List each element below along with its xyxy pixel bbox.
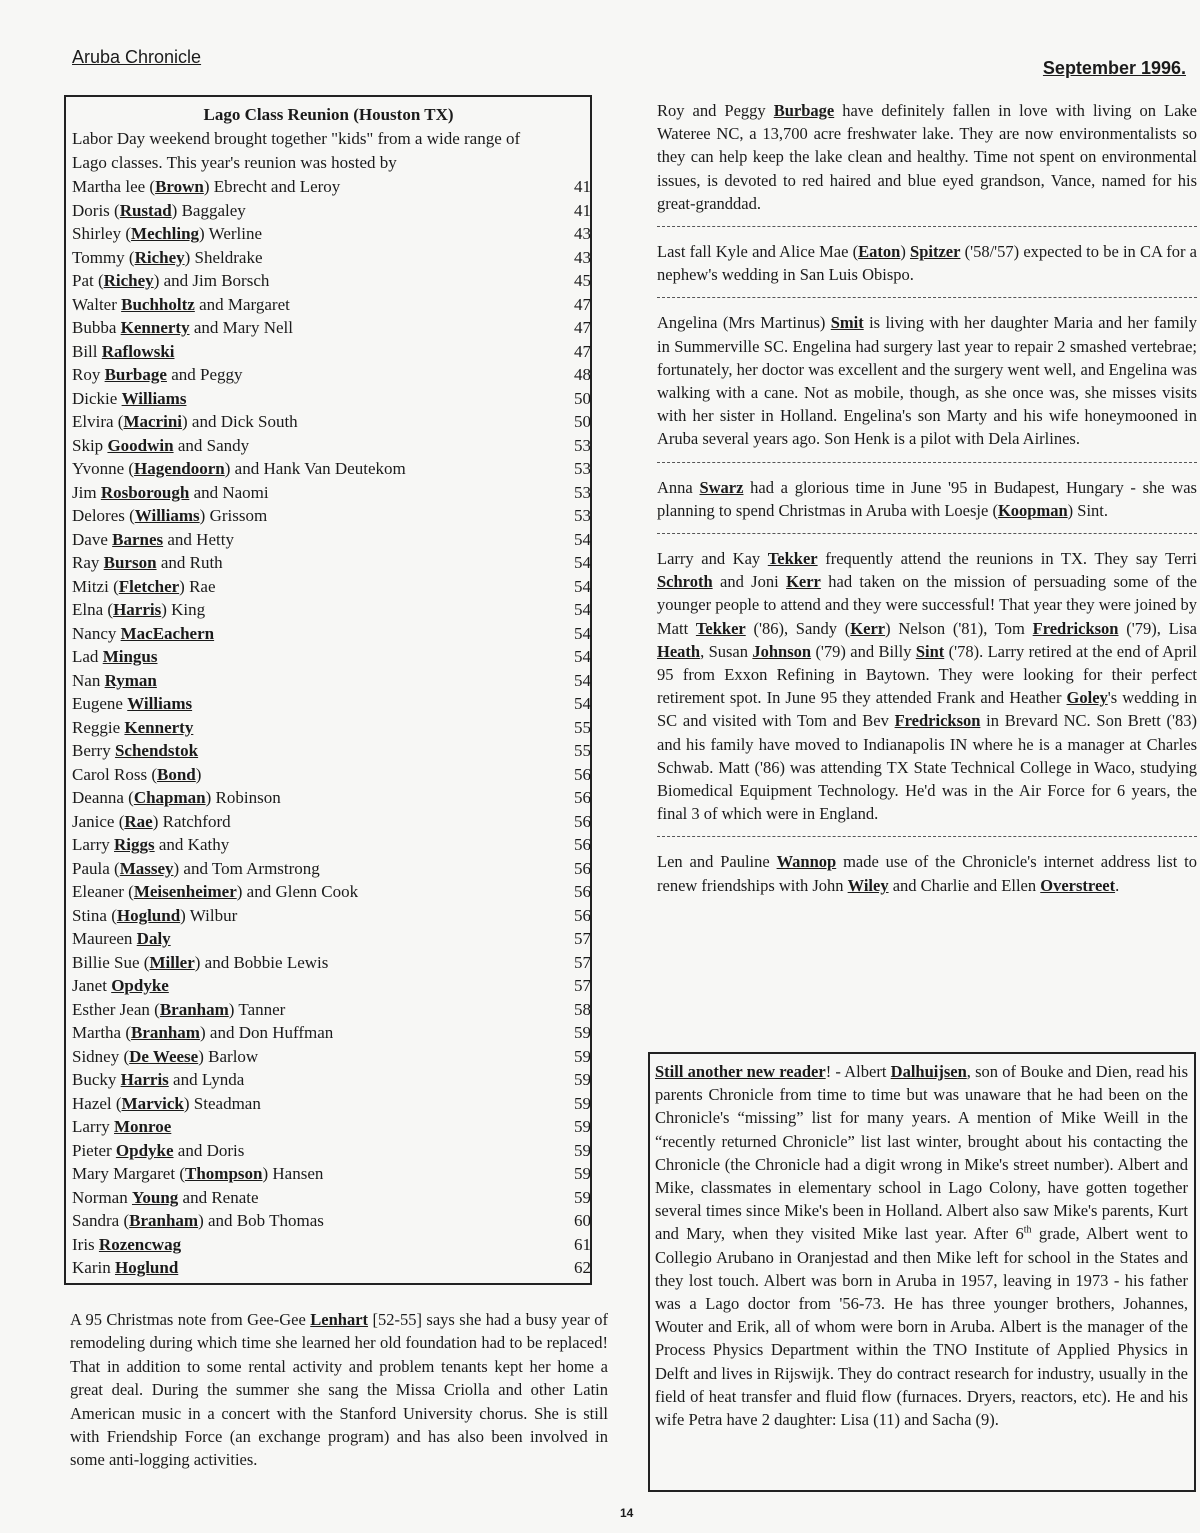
reunion-row [72, 269, 591, 293]
class-year: 50 [574, 412, 591, 431]
class-year: 60 [574, 1211, 591, 1230]
lenhart-story: A 95 Christmas note from Gee-Gee Lenhart [52-55] says she had a busy year of remodeling during which time she learned her old foundation had to be replaced! That in addition to some rental activity and problem tenants kept her home a great deal. During the summer she sang the Missa Criolla and other Latin American music in a concert with the Stanford University chorus. She is still with Friendship Force (an exchange program) and has also been involved in some anti-logging activities. [70, 1310, 608, 1470]
reunion-box [64, 95, 592, 1285]
attendee-name: Bucky Harris and Lynda [72, 1070, 245, 1089]
class-year: 55 [574, 717, 591, 737]
reunion-row [72, 504, 591, 528]
reunion-row [72, 951, 591, 975]
class-year: 41 [574, 177, 591, 196]
class-year: 59 [574, 1164, 591, 1183]
class-year: 50 [574, 388, 591, 408]
reunion-row [72, 1068, 591, 1092]
attendee-name: Larry Riggs and Kathy [72, 835, 230, 854]
class-year: 54 [574, 600, 591, 619]
reunion-row [72, 1233, 591, 1257]
reunion-row [72, 1186, 591, 1210]
divider [657, 836, 1197, 838]
class-year: 59 [574, 1023, 591, 1042]
wannop-story: Len and Pauline Wannop made use of the Chronicle's internet address list to renew friendships with John Wiley and Charlie and Ellen Overstreet. [657, 852, 1197, 895]
reunion-row [72, 974, 591, 998]
reunion-row [72, 551, 591, 575]
tekker-story: Larry and Kay Tekker frequently attend the reunions in TX. They say Terri Schroth and Joni Kerr had taken on the mission of persuading some of the younger people to attend and they were successful! That year they were joined by Matt Tekker ('86), Sandy (Kerr) Nelson ('81), Tom Fredrickson ('79), Lisa Heath, Susan Johnson ('79) and Billy Sint ('78). Larry retired at the end of April 95 from Exxon Refining in Baytown. They were looking for their perfect retirement spot. In June 95 they attended Frank and Heather Goley's wedding in SC and visited with Tom and Bev Fredrickson in Brevard NC. Son Brett ('83) and his family have moved to Indianapolis IN where he is a manager at Charles Schwab. Matt ('86) was attending TX State Technical College in Waco, studying Biomedical Equipment Technology. He'd was in the Air Force for 6 years, the final 3 of which were in England. [657, 549, 1198, 824]
attendee-name: Pieter Opdyke and Doris [72, 1140, 245, 1160]
class-year: 48 [574, 365, 591, 384]
class-year: 47 [574, 294, 591, 314]
reunion-row [72, 786, 591, 810]
reunion-intro-line-1: Labor Day weekend brought together "kids" from a wide range of [72, 129, 521, 148]
reunion-row [72, 199, 591, 223]
class-year: 54 [574, 623, 591, 643]
reunion-row [72, 175, 591, 199]
attendee-name: Berry Schendstok [72, 741, 199, 760]
class-year: 59 [574, 1093, 591, 1113]
attendee-name: Elna (Harris) King [72, 600, 206, 619]
attendee-name: Iris Rozencwag [72, 1234, 182, 1254]
attendee-name: Ray Burson and Ruth [72, 553, 223, 572]
reunion-row [72, 833, 591, 857]
class-year: 54 [574, 694, 591, 713]
class-year: 56 [574, 835, 591, 854]
attendee-name: Lad Mingus [72, 647, 158, 666]
class-year: 62 [574, 1258, 591, 1277]
class-year: 55 [574, 741, 591, 760]
attendee-name: Karin Hoglund [72, 1258, 179, 1277]
reunion-intro-line-2: Lago classes. This year's reunion was hosted by [72, 153, 397, 172]
reunion-row [72, 998, 591, 1022]
class-year: 43 [574, 224, 591, 243]
reunion-row [72, 434, 591, 458]
class-year: 54 [574, 529, 591, 549]
class-year: 59 [574, 1046, 591, 1066]
attendee-name: Elvira (Macrini) and Dick South [72, 412, 298, 431]
attendee-name: Doris (Rustad) Baggaley [72, 200, 246, 220]
reunion-row [72, 1162, 591, 1186]
attendee-name: Deanna (Chapman) Robinson [72, 788, 281, 807]
class-year: 56 [574, 882, 591, 901]
attendee-name: Janet Opdyke [72, 976, 169, 995]
reunion-row [72, 927, 591, 951]
reunion-row [72, 363, 591, 387]
class-year: 47 [574, 318, 591, 337]
reunion-row [72, 457, 591, 481]
attendee-name: Eugene Williams [72, 694, 193, 713]
reunion-row [72, 481, 591, 505]
attendee-name: Martha lee (Brown) Ebrecht and Leroy [72, 177, 341, 196]
attendee-name: Bubba Kennerty and Mary Nell [72, 318, 293, 337]
attendee-name: Mitzi (Fletcher) Rae [72, 576, 216, 596]
class-year: 53 [574, 482, 591, 502]
reunion-row [72, 293, 591, 317]
class-year: 47 [574, 341, 591, 361]
attendee-name: Janice (Rae) Ratchford [72, 811, 231, 831]
attendee-name: Yvonne (Hagendoorn) and Hank Van Deutekom [72, 459, 406, 478]
reunion-row [72, 222, 591, 246]
swarz-story: Anna Swarz had a glorious time in June '95 in Budapest, Hungary - she was planning to spend Christmas in Aruba with Loesje (Koopman) Sint. [657, 477, 1197, 520]
burbage-story: Roy and Peggy Burbage have definitely fallen in love with living on Lake Wateree NC, a 13,700 acre freshwater lake. They are now environmentalists so they can help keep the lake clean and healthy. Time not spent on environmental issues, is devoted to red haired and blue eyed grandson, Vance, named for his great-granddad. [657, 101, 1197, 213]
reunion-row [72, 622, 591, 646]
reunion-row [72, 716, 591, 740]
issue-date: September 1996. [1042, 58, 1186, 78]
attendee-name: Tommy (Richey) Sheldrake [72, 247, 263, 267]
attendee-name: Walter Buchholtz and Margaret [72, 294, 290, 314]
publication-title: Aruba Chronicle [72, 47, 202, 67]
class-year: 56 [574, 788, 591, 807]
divider [657, 226, 1197, 228]
class-year: 54 [574, 647, 591, 666]
page-number: 14 [620, 1506, 634, 1520]
reunion-row [72, 669, 591, 693]
class-year: 45 [574, 271, 591, 290]
attendee-name: Eleaner (Meisenheimer) and Glenn Cook [72, 882, 359, 901]
attendee-name: Paula (Massey) and Tom Armstrong [72, 858, 320, 878]
reunion-row [72, 857, 591, 881]
attendee-name: Pat (Richey) and Jim Borsch [72, 271, 270, 290]
reunion-row [72, 739, 591, 763]
class-year: 56 [574, 905, 591, 925]
reunion-row [72, 1139, 591, 1163]
reunion-row [72, 340, 591, 364]
class-year: 59 [574, 1140, 591, 1160]
attendee-name: Reggie Kennerty [72, 717, 194, 737]
reunion-row [72, 1115, 591, 1139]
attendee-name: Sandra (Branham) and Bob Thomas [72, 1211, 324, 1230]
new-reader-box: Still another new reader! - Albert Dalhuijsen, son of Bouke and Dien, read his parents Chronicle from time to time but was unaware that he had been on the Chronicle's “missing” list for many years. A mention of Mike Weill in the “recently returned Chronicle” list last winter, brought about his contacting the Chronicle (the Chronicle had a digit wrong in Mike's street number). Albert and Mike, classmates in elementary school in Lago Colony, have gotten together several times since Mike's been in Holland. Albert also saw Mike's parents, Kurt and Mary, when they visited Mike last year. After 6th grade, Albert went to Collegio Arubano in Oranjestad and then Mike left for school in the States and they lost touch. Albert was born in Aruba in 1957, leaving in 1973 - his father was a Lago doctor from '56-73. He has three younger brothers, Johannes, Wouter and Erik, all of whom were born in Aruba. Albert is the manager of the Process Physics Department within the TNO Institute of Applied Physics in Delft and lives in Rijswijk. They do contract research for industry, usually in the field of heat transfer and fluid flow (furnaces. Dryers, reactors, etc). He and his wife Petra have 2 daughter: Lisa (11) and Sacha (9). [648, 1052, 1196, 1492]
attendee-name: Carol Ross (Bond) [72, 764, 202, 784]
attendee-name: Nan Ryman [72, 670, 157, 690]
attendee-name: Jim Rosborough and Naomi [72, 482, 269, 502]
attendee-name: Skip Goodwin and Sandy [72, 435, 250, 455]
class-year: 59 [574, 1187, 591, 1207]
reunion-row [72, 1209, 591, 1233]
divider [657, 533, 1197, 535]
divider [657, 297, 1197, 299]
class-year: 56 [574, 858, 591, 878]
attendee-name: Maureen Daly [72, 929, 171, 948]
reunion-row [72, 692, 591, 716]
attendee-name: Stina (Hoglund) Wilbur [72, 905, 238, 925]
reunion-row [72, 598, 591, 622]
attendee-name: Esther Jean (Branham) Tanner [72, 999, 286, 1019]
class-year: 56 [574, 764, 591, 784]
class-year: 54 [574, 576, 591, 596]
reunion-row [72, 575, 591, 599]
reunion-row [72, 810, 591, 834]
attendee-name: Sidney (De Weese) Barlow [72, 1046, 259, 1066]
class-year: 53 [574, 435, 591, 455]
attendee-name: Dickie Williams [72, 388, 187, 408]
reunion-row [72, 410, 591, 434]
attendee-name: Roy Burbage and Peggy [72, 365, 243, 384]
class-year: 53 [574, 459, 591, 478]
attendee-name: Delores (Williams) Grissom [72, 506, 268, 525]
attendee-name: Martha (Branham) and Don Huffman [72, 1023, 334, 1042]
reunion-row [72, 316, 591, 340]
reunion-row [72, 528, 591, 552]
attendee-name: Shirley (Mechling) Werline [72, 224, 263, 243]
class-year: 59 [574, 1070, 591, 1089]
reunion-row [72, 387, 591, 411]
class-year: 43 [574, 247, 591, 267]
reunion-row [72, 645, 591, 669]
reunion-row [72, 1092, 591, 1116]
spitzer-story: Last fall Kyle and Alice Mae (Eaton) Spitzer ('58/'57) expected to be in CA for a nephew's wedding in San Luis Obispo. [657, 242, 1197, 285]
class-year: 56 [574, 811, 591, 831]
attendee-name: Nancy MacEachern [72, 623, 215, 643]
attendee-name: Larry Monroe [72, 1117, 172, 1136]
class-year: 41 [574, 200, 591, 220]
class-year: 54 [574, 670, 591, 690]
class-year: 57 [574, 929, 591, 948]
class-year: 54 [574, 553, 591, 572]
reunion-row [72, 763, 591, 787]
smit-story: Angelina (Mrs Martinus) Smit is living with her daughter Maria and her family in Summerville SC. Engelina had surgery last year to repair 2 smashed vertebrae; fortunately, her doctor was excellent and the surgery went well, and Engelina was walking with a cane. Not as mobile, though, as she once was, she misses visits with her sister in Holland. Engelina's son Marty and his wife honeymooned in Aruba several years ago. Son Henk is a pilot with Dela Airlines. [657, 313, 1197, 449]
reunion-list [72, 175, 591, 1280]
class-year: 53 [574, 506, 591, 525]
reunion-row [72, 1021, 591, 1045]
reunion-row [72, 246, 591, 270]
reunion-title: Lago Class Reunion (Houston TX) [203, 105, 454, 124]
attendee-name: Hazel (Marvick) Steadman [72, 1093, 261, 1113]
attendee-name: Norman Young and Renate [72, 1187, 259, 1207]
reunion-row [72, 1045, 591, 1069]
attendee-name: Billie Sue (Miller) and Bobbie Lewis [72, 952, 329, 972]
reunion-row [72, 904, 591, 928]
class-year: 57 [574, 976, 591, 995]
attendee-name: Dave Barnes and Hetty [72, 529, 234, 549]
right-column [657, 99, 1197, 897]
attendee-name: Bill Raflowski [72, 341, 175, 361]
reunion-row [72, 1256, 591, 1280]
class-year: 61 [574, 1234, 591, 1254]
class-year: 57 [574, 952, 591, 972]
class-year: 58 [574, 999, 591, 1019]
reunion-row [72, 880, 591, 904]
divider [657, 462, 1197, 464]
class-year: 59 [574, 1117, 591, 1136]
attendee-name: Mary Margaret (Thompson) Hansen [72, 1164, 324, 1183]
